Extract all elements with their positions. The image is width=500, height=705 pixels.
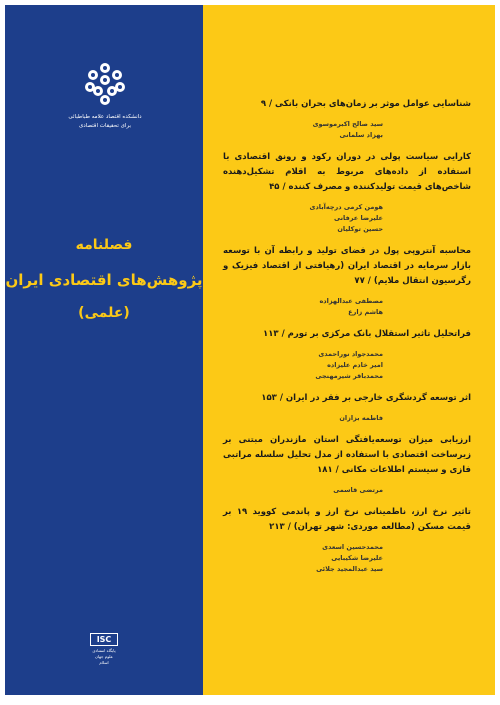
article-author: سید عبدالمجید جلائی bbox=[316, 565, 383, 573]
journal-title: پژوهش‌های اقتصادی ایران bbox=[5, 271, 203, 289]
isc-subtitle: پایگاه استنادی علوم جهان اسلام bbox=[92, 648, 116, 665]
institution-name-line1: دانشکده اقتصاد علامه طباطبائی bbox=[68, 114, 142, 120]
article-author: فاطمه بزازان bbox=[339, 414, 383, 422]
article-author: محمدحسین اسعدی bbox=[322, 543, 383, 551]
article-title: محاسبه آنتروپی پول در فضای تولید و رابطه آن با توسعه بازار سرمایه در اقتصاد ایران (رهیافتی از اقتصاد فیزیک و رگرسیون انتقال ملایم) / ۷۷ bbox=[223, 246, 471, 286]
article-title: فراتحلیل تاثیر استقلال بانک مرکزی بر تورم / ۱۱۳ bbox=[263, 329, 471, 339]
article-authors bbox=[223, 296, 383, 318]
article-author: سید صالح اکبرموسوی bbox=[312, 120, 383, 128]
article-title: تاثیر نرخ ارز، ناطمینانی نرخ ارز و پاندمی کووید ۱۹ بر قیمت مسکن (مطالعه موردی: شهر تهران) / ۲۱۳ bbox=[223, 507, 471, 532]
article-author: محمدباقر شیرمهنجی bbox=[315, 372, 383, 380]
article-item bbox=[223, 433, 471, 496]
article-authors bbox=[223, 542, 383, 575]
table-of-contents bbox=[223, 97, 471, 584]
article-author: علیرضا عرفانی bbox=[334, 214, 383, 222]
article-author: محمدجواد نوراحمدی bbox=[318, 350, 383, 358]
cover-blue-panel bbox=[5, 5, 203, 695]
article-item bbox=[223, 97, 471, 141]
article-author: بهزاد سلمانی bbox=[339, 131, 383, 139]
article-title: ارزیابی میزان توسعه‌یافتگی استان مازندران مبتنی بر زیرساخت اقتصادی با استفاده از مدل تحلیل سلسله مراتبی فازی و سیستم اطلاعات مکانی / ۱۸۱ bbox=[223, 435, 471, 475]
article-title: کارایی سیاست پولی در دوران رکود و رونق اقتصادی با استفاده از داده‌های مربوط به اقلام تشکیل‌دهنده شاخص‌های قیمت تولیدکننده و مصرف کننده / ۴۵ bbox=[223, 152, 471, 192]
article-author: مصطفی عبدالهزاده bbox=[319, 297, 383, 305]
article-authors bbox=[223, 485, 383, 496]
article-item bbox=[223, 505, 471, 575]
article-authors bbox=[223, 202, 383, 235]
institution-name-line2: برای تحقیقات اقتصادی bbox=[78, 123, 132, 129]
article-authors bbox=[223, 413, 383, 424]
article-item bbox=[223, 391, 471, 424]
article-title: شناسایی عوامل موثر بر زمان‌های بحران بانکی / ۹ bbox=[260, 99, 471, 109]
journal-type: فصلنامه bbox=[75, 237, 133, 253]
article-author: مرتضی قاسمی bbox=[333, 486, 383, 494]
article-item bbox=[223, 150, 471, 235]
institution-name bbox=[25, 113, 185, 131]
isc-badge bbox=[90, 633, 118, 666]
journal-cover bbox=[5, 5, 495, 695]
article-item bbox=[223, 327, 471, 382]
article-authors bbox=[223, 119, 383, 141]
cover-yellow-panel bbox=[203, 5, 495, 695]
isc-label: ISC bbox=[90, 633, 118, 646]
article-authors bbox=[223, 349, 383, 382]
article-author: امیر خادم علیزاده bbox=[327, 361, 383, 369]
article-author: حسین توکلیان bbox=[337, 225, 383, 233]
article-author: علیرضا شکیبایی bbox=[331, 554, 383, 562]
article-author: هاشم زارع bbox=[348, 308, 383, 316]
article-title: اثر توسعه گردشگری خارجی بر فقر در ایران / ۱۵۳ bbox=[261, 393, 471, 403]
institution-logo-icon bbox=[80, 60, 130, 110]
article-item bbox=[223, 244, 471, 318]
article-author: هومن کرمی درچه‌آبادی bbox=[309, 203, 383, 211]
journal-category: (علمی) bbox=[78, 305, 130, 321]
